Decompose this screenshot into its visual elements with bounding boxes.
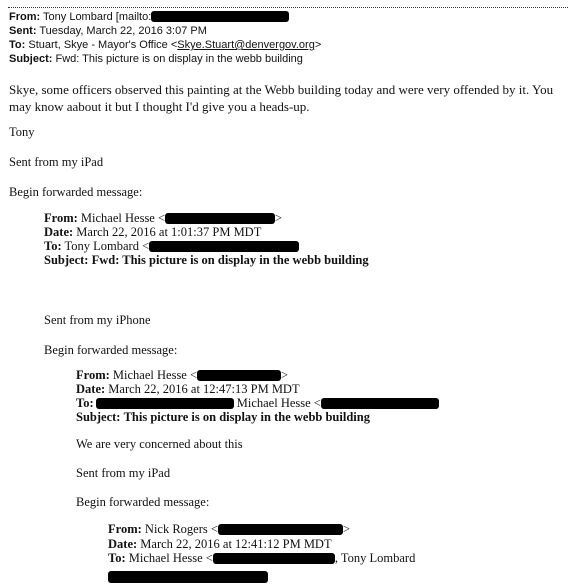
fwd1-to-line [44, 239, 299, 254]
to-email-link[interactable]: Skye.Stuart@denvergov.org [177, 39, 315, 51]
to-close: > [314, 39, 322, 51]
fwd3-from-line [108, 522, 350, 537]
fwd2-to-line [76, 396, 439, 411]
fwd3-date-label: Date: [108, 537, 138, 551]
fwd1-from-label: From: [44, 211, 78, 225]
subject-value: Fwd: This picture is on display in the webb building [55, 53, 303, 65]
fwd3-to-line [108, 551, 415, 566]
fwd3-to-label: To: [108, 551, 126, 565]
fwd3-date-value: March 22, 2016 at 12:41:12 PM MDT [140, 537, 332, 551]
fwd1-subject-line [44, 253, 369, 268]
header-divider [8, 7, 568, 8]
fwd3-from-close: > [342, 522, 350, 536]
begin-forwarded: Begin forwarded message: [9, 185, 143, 199]
fwd1-from-line [44, 211, 282, 226]
redaction-bar [321, 398, 439, 409]
header-sent-line [9, 25, 207, 38]
fwd2-concern: We are very concerned about this [76, 437, 243, 451]
redaction-bar [218, 524, 343, 535]
sent-label: Sent: [9, 25, 37, 37]
fwd1-date-value: March 22, 2016 at 1:01:37 PM MDT [76, 225, 262, 239]
header-from-line [9, 11, 289, 24]
fwd1-subject-label: Subject: [44, 253, 89, 267]
redaction-bar [149, 241, 299, 252]
fwd2-subject-line [76, 410, 370, 425]
fwd1-from-value: Michael Hesse < [80, 211, 166, 225]
subject-label: Subject: [9, 53, 53, 65]
fwd3-date-line [108, 537, 332, 552]
sent-value: Tuesday, March 22, 2016 3:07 PM [39, 25, 207, 37]
fwd2-subject-label: Subject: [76, 410, 121, 424]
fwd2-from-value: Michael Hesse < [112, 368, 198, 382]
fwd2-to-label: To: [76, 396, 94, 410]
from-value: Tony Lombard [mailto: [43, 11, 152, 23]
fwd1-subject-value: Fwd: This picture is on display in the webb building [91, 253, 369, 267]
fwd1-to-label: To: [44, 239, 62, 253]
fwd2-to-cc: Michael Hesse < [236, 396, 321, 410]
redaction-bar [151, 11, 289, 22]
fwd2-begin-forwarded: Begin forwarded message: [76, 495, 210, 509]
fwd3-from-value: Nick Rogers < [144, 522, 218, 536]
fwd2-subject-value: This picture is on display in the webb building [123, 410, 370, 424]
fwd2-sent-from: Sent from my iPad [76, 466, 171, 480]
header-to-line [9, 39, 321, 52]
sent-from-ipad: Sent from my iPad [9, 155, 104, 169]
fwd3-to-value: Michael Hesse < [128, 551, 213, 565]
redaction-bar [165, 213, 275, 224]
fwd1-date-line [44, 225, 261, 240]
fwd2-date-label: Date: [76, 382, 106, 396]
fwd2-from-line [76, 368, 288, 383]
signature: Tony [9, 125, 35, 139]
to-value: Stuart, Skye - Mayor's Office < [28, 39, 178, 51]
fwd1-from-close: > [275, 211, 283, 225]
fwd1-to-value: Tony Lombard < [64, 239, 150, 253]
redaction-bar [197, 370, 281, 381]
header-subject-line [9, 53, 303, 66]
redaction-bar [213, 553, 335, 564]
fwd3-from-label: From: [108, 522, 142, 536]
fwd1-begin-forwarded: Begin forwarded message: [44, 343, 178, 357]
fwd2-from-close: > [281, 368, 289, 382]
redaction-bar [96, 398, 234, 409]
fwd2-date-value: March 22, 2016 at 12:47:13 PM MDT [108, 382, 300, 396]
redaction-bar [108, 571, 268, 583]
fwd1-date-label: Date: [44, 225, 74, 239]
fwd3-to-tail: , Tony Lombard [334, 551, 416, 565]
fwd3-continued-recipient [108, 568, 268, 586]
body-paragraph: Skye, some officers observed this painting at the Webb building today and were very offended by it. You may know aabout it but I thought I'd give you a heads-up. [9, 82, 554, 114]
fwd2-date-line [76, 382, 300, 397]
from-label: From: [9, 11, 41, 23]
fwd1-sent-from: Sent from my iPhone [44, 313, 151, 327]
to-label: To: [9, 39, 26, 51]
fwd2-from-label: From: [76, 368, 110, 382]
